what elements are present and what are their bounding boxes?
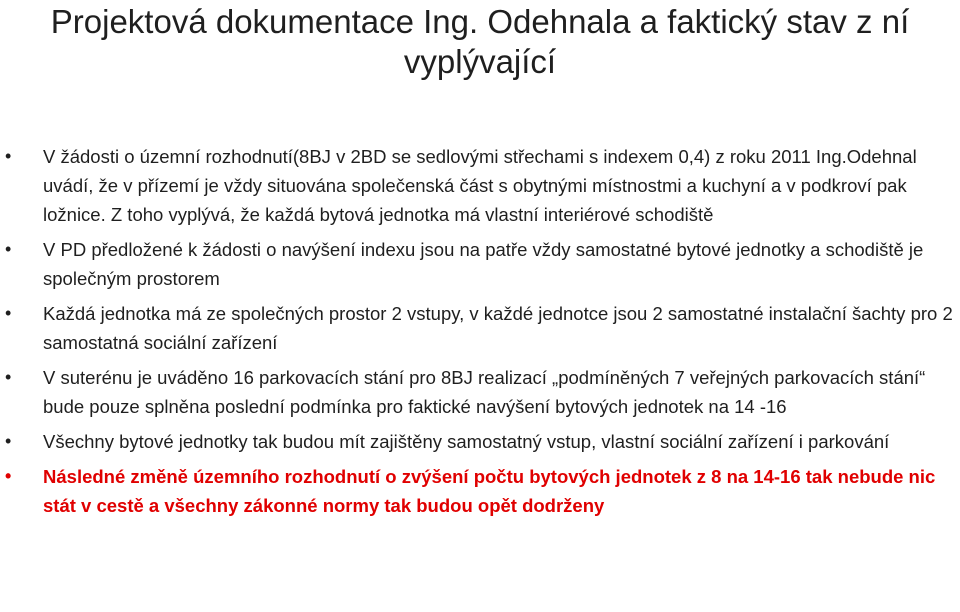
bullet-item-1 bbox=[0, 142, 960, 229]
bullet-dot-icon: • bbox=[5, 303, 12, 323]
bullet-item-6-highlight bbox=[0, 462, 960, 520]
bullet-list bbox=[0, 142, 960, 520]
bullet-item-2 bbox=[0, 235, 960, 293]
bullet-dot-icon: • bbox=[5, 146, 12, 166]
bullet-text-1: V žádosti o územní rozhodnutí(8BJ v 2BD se sedlovými střechami s indexem 0,4) z roku 2011 Ing.Odehnal uvádí, že v přízemí je vždy situována společenská část s obytnými místnostmi a kuchyní a v podkroví pak ložnice. Z toho vyplývá, že každá bytová jednotka má vlastní interiérové schodiště bbox=[43, 146, 917, 225]
bullet-item-4 bbox=[0, 363, 960, 421]
bullet-dot-icon: • bbox=[5, 239, 12, 259]
bullet-dot-icon: • bbox=[5, 367, 12, 387]
bullet-dot-icon: • bbox=[5, 466, 12, 486]
bullet-text-2: V PD předložené k žádosti o navýšení indexu jsou na patře vždy samostatné bytové jednotky a schodiště je společným prostorem bbox=[43, 239, 924, 289]
bullet-item-3 bbox=[0, 299, 960, 357]
slide-title: Projektová dokumentace Ing. Odehnala a faktický stav z ní vyplývající bbox=[50, 3, 910, 80]
bullet-text-3: Každá jednotka má ze společných prostor 2 vstupy, v každé jednotce jsou 2 samostatné instalační šachty pro 2 samostatná sociální zařízení bbox=[43, 303, 953, 353]
bullet-text-4: V suterénu je uváděno 16 parkovacích stání pro 8BJ realizací „podmíněných 7 veřejných parkovacích stání“ bude pouze splněna poslední podmínka pro faktické navýšení bytových jednotek na 14 -16 bbox=[43, 367, 926, 417]
bullet-item-5 bbox=[0, 427, 960, 456]
bullet-text-5: Všechny bytové jednotky tak budou mít zajištěny samostatný vstup, vlastní sociální zařízení i parkování bbox=[43, 431, 890, 452]
bullet-text-6: Následné změně územního rozhodnutí o zvýšení počtu bytových jednotek z 8 na 14-16 tak nebude nic stát v cestě a všechny zákonné normy tak budou opět dodrženy bbox=[43, 466, 936, 516]
bullet-dot-icon: • bbox=[5, 431, 12, 451]
